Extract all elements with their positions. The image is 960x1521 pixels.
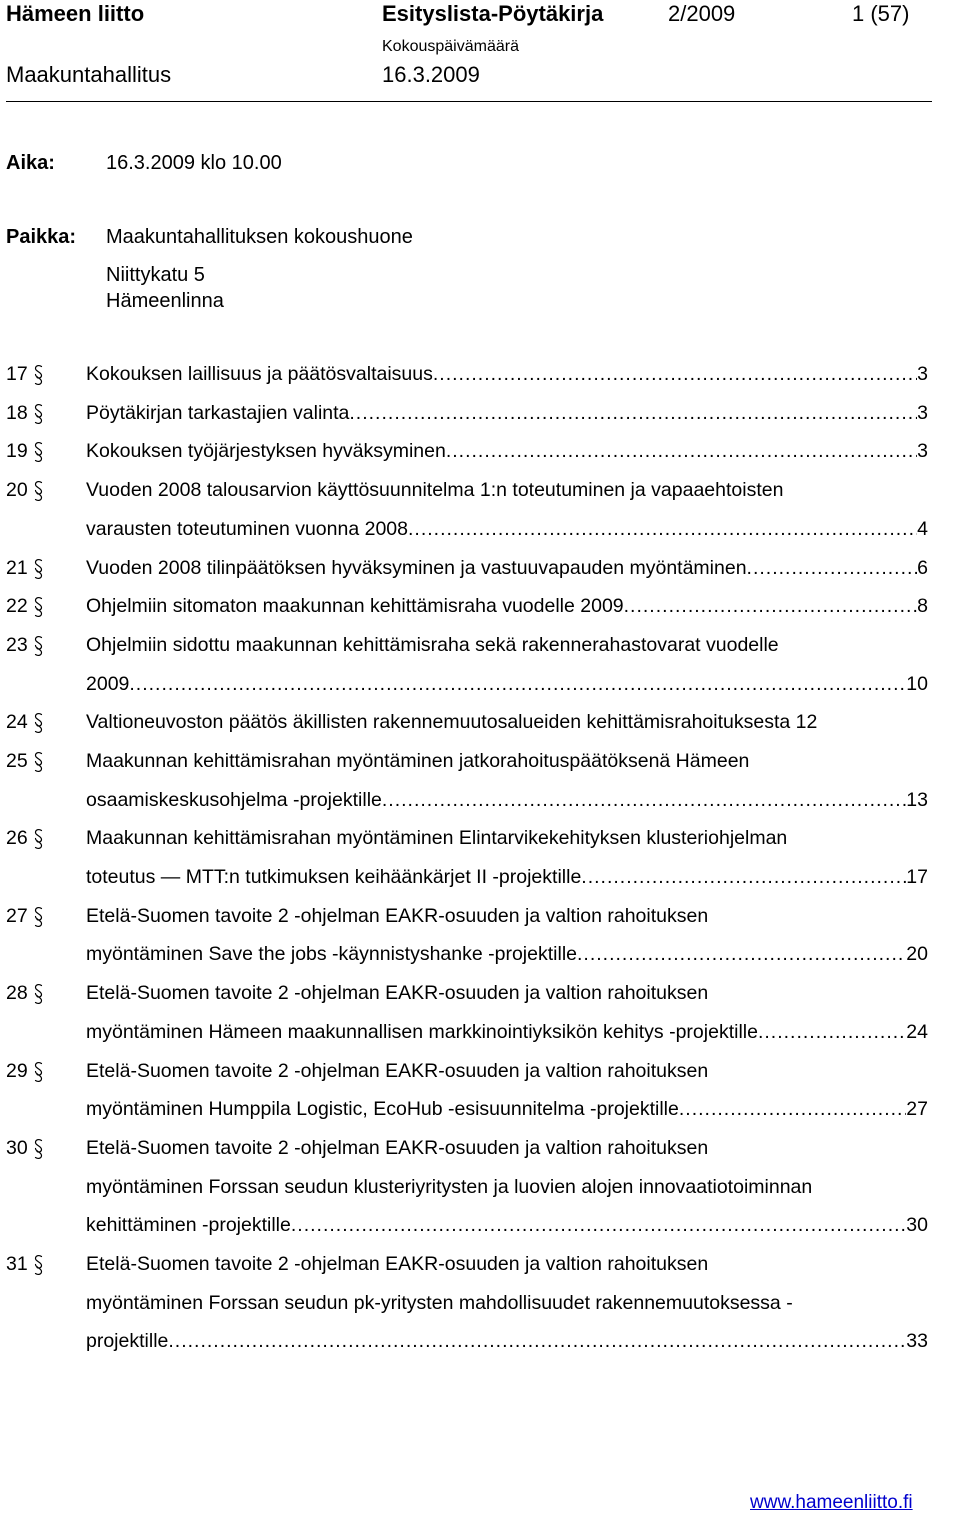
agenda-item	[0, 819, 960, 896]
agenda-item-number: 30	[6, 1137, 28, 1159]
section-sign-icon	[33, 364, 44, 386]
agenda-item-number: 21	[6, 556, 28, 579]
leader-dots	[446, 432, 917, 471]
section-sign-icon	[33, 596, 44, 618]
agenda-item-page: 24	[906, 1020, 928, 1043]
agenda-item-number: 28	[6, 982, 28, 1005]
agenda-item-title: Etelä-Suomen tavoite 2 -ohjelman EAKR-osuuden ja valtion rahoituksen	[86, 1059, 709, 1082]
section-sign-icon	[33, 1061, 44, 1083]
agenda-item-title: Maakunnan kehittämisrahan myöntäminen jatkorahoituspäätöksenä Hämeen	[86, 750, 750, 772]
agenda-item-page: 13	[906, 788, 928, 811]
agenda-item-page: 10	[906, 672, 928, 695]
agenda-item-number: 24	[6, 711, 28, 734]
place-label: Paikka:	[6, 226, 77, 248]
agenda-item	[0, 974, 960, 1051]
agenda-item-page: 6	[917, 556, 928, 579]
agenda-item-page: 30	[906, 1214, 928, 1237]
agenda-item-number: 18	[6, 401, 28, 424]
agenda-item-title: Kokouksen työjärjestyksen hyväksyminen	[86, 440, 446, 463]
agenda-item-number: 22	[6, 595, 28, 618]
leader-dots	[433, 355, 917, 394]
leader-dots	[382, 781, 906, 820]
agenda-item-number: 20	[6, 479, 28, 502]
agenda-item	[0, 394, 960, 433]
agenda-item	[0, 355, 960, 394]
section-sign-icon	[33, 1254, 44, 1276]
agenda-item-title-line	[86, 432, 928, 471]
agenda-item-title-line	[86, 394, 928, 433]
section-sign-icon	[33, 1138, 44, 1160]
agenda-item-page: 3	[917, 363, 928, 385]
agenda-item-title: Etelä-Suomen tavoite 2 -ohjelman EAKR-osuuden ja valtion rahoituksen	[86, 1253, 709, 1276]
section-sign-icon	[33, 403, 44, 425]
section-sign-icon	[33, 983, 44, 1005]
leader-dots	[679, 1090, 906, 1129]
page-indicator: 1 (57)	[852, 1, 910, 26]
agenda-item-page: 3	[917, 440, 928, 463]
agenda-item-page: 20	[906, 943, 928, 966]
agenda-item-title: Ohjelmiin sitomaton maakunnan kehittämisraha vuodelle 2009	[86, 595, 624, 618]
agenda-item-title-line	[86, 665, 928, 704]
section-sign-icon	[33, 480, 44, 502]
agenda-item	[0, 1052, 960, 1129]
section-sign-icon	[33, 558, 44, 580]
agenda-item-title-line	[86, 858, 928, 897]
agenda-item-title: Etelä-Suomen tavoite 2 -ohjelman EAKR-osuuden ja valtion rahoituksen	[86, 904, 709, 927]
agenda-item-title-line	[86, 355, 928, 394]
section-sign-icon	[33, 441, 44, 463]
agenda-item-title-line	[86, 1090, 928, 1129]
agenda-item-title: kehittäminen -projektille	[86, 1214, 291, 1237]
time-value: 16.3.2009 klo 10.00	[106, 152, 282, 174]
place-line-1: Maakuntahallituksen kokoushuone	[106, 226, 413, 248]
agenda-item-title-line	[86, 781, 928, 820]
agenda-item-title: myöntäminen Forssan seudun klusteriyritysten ja luovien alojen innovaatiotoiminnan	[86, 1175, 813, 1198]
time-label: Aika:	[6, 152, 55, 174]
agenda-item	[0, 432, 960, 471]
agenda-item	[0, 1129, 960, 1245]
agenda-item-title: Vuoden 2008 talousarvion käyttösuunnitelma 1:n toteutuminen ja vapaaehtoisten	[86, 479, 784, 502]
agenda-item-number: 26	[6, 827, 28, 850]
section-sign-icon	[33, 712, 44, 734]
agenda-item-number: 29	[6, 1059, 28, 1082]
footer-website-link[interactable]: www.hameenliitto.fi	[750, 1492, 913, 1513]
agenda-item-title-line	[86, 587, 928, 626]
agenda-item-title: myöntäminen Hämeen maakunnallisen markkinointiyksikön kehitys -projektille	[86, 1020, 758, 1043]
agenda-item-number: 19	[6, 440, 28, 463]
agenda-item-number: 25	[6, 750, 28, 772]
section-sign-icon	[33, 828, 44, 850]
agenda-item-title: Kokouksen laillisuus ja päätösvaltaisuus	[86, 363, 433, 385]
agenda-item-title-line	[86, 1206, 928, 1245]
agenda-item-title: Pöytäkirjan tarkastajien valinta	[86, 401, 350, 424]
section-sign-icon	[33, 751, 44, 773]
agenda-item-title-line	[86, 935, 928, 974]
agenda-item-title: osaamiskeskusohjelma -projektille	[86, 788, 382, 811]
agenda-item-page: 17	[906, 866, 928, 889]
agenda-item	[0, 549, 960, 588]
agenda-item-number: 17	[6, 363, 28, 385]
agenda-item-title: Vuoden 2008 tilinpäätöksen hyväksyminen ja vastuuvapauden myöntäminen	[86, 556, 747, 579]
agenda-item-title-line	[86, 510, 928, 549]
leader-dots	[581, 858, 906, 897]
leader-dots	[758, 1013, 906, 1052]
place-line-2: Niittykatu 5	[106, 264, 205, 286]
meeting-date-label: Kokouspäivämäärä	[382, 38, 519, 55]
meeting-date: 16.3.2009	[382, 62, 480, 87]
leader-dots	[291, 1206, 906, 1245]
leader-dots	[577, 935, 906, 974]
agenda-item-title: Etelä-Suomen tavoite 2 -ohjelman EAKR-osuuden ja valtion rahoituksen	[86, 982, 709, 1005]
agenda-item-title: varausten toteutuminen vuonna 2008	[86, 517, 408, 540]
agenda-item	[0, 1245, 960, 1361]
agenda-item-page: 3	[917, 401, 928, 424]
agenda-item-title: Ohjelmiin sidottu maakunnan kehittämisraha sekä rakennerahastovarat vuodelle	[86, 633, 779, 656]
agenda-item-title-line	[86, 1322, 928, 1361]
agenda-item	[0, 626, 960, 703]
agenda-item	[0, 897, 960, 974]
agenda-item-page: 8	[917, 595, 928, 618]
agenda-item-title: Valtioneuvoston päätös äkillisten rakennemuutosalueiden kehittämisrahoituksesta 12	[86, 711, 818, 734]
section-sign-icon	[33, 635, 44, 657]
agenda-item-page: 4	[917, 517, 928, 540]
agenda-item	[0, 587, 960, 626]
agenda-item-title: toteutus ― MTT:n tutkimuksen keihäänkärjet II -projektille	[86, 866, 582, 889]
place-line-3: Hämeenlinna	[106, 290, 224, 312]
body-name: Maakuntahallitus	[6, 62, 172, 87]
agenda-item-title: Etelä-Suomen tavoite 2 -ohjelman EAKR-osuuden ja valtion rahoituksen	[86, 1137, 709, 1159]
agenda-item-title: myöntäminen Save the jobs -käynnistyshanke -projektille	[86, 943, 577, 966]
agenda-item	[0, 742, 960, 819]
leader-dots	[408, 510, 917, 549]
agenda-item-number: 31	[6, 1253, 28, 1276]
leader-dots	[747, 549, 918, 588]
section-sign-icon	[33, 906, 44, 928]
leader-dots	[129, 665, 906, 704]
agenda-item-page: 33	[906, 1330, 928, 1353]
agenda-item	[0, 703, 960, 742]
agenda-item-title: projektille	[86, 1330, 169, 1353]
document-number: 2/2009	[668, 1, 736, 26]
agenda-item-title: myöntäminen Forssan seudun pk-yritysten mahdollisuudet rakennemuutoksessa -	[86, 1291, 793, 1314]
agenda-item	[0, 471, 960, 548]
agenda-item-title-line	[86, 549, 928, 588]
agenda-item-title: myöntäminen Humppila Logistic, EcoHub -esisuunnitelma -projektille	[86, 1098, 679, 1121]
leader-dots	[624, 587, 918, 626]
header-rule	[6, 101, 932, 102]
document-type: Esityslista-Pöytäkirja	[382, 1, 604, 26]
org-name: Hämeen liitto	[6, 1, 145, 26]
leader-dots	[168, 1322, 906, 1361]
agenda-item-number: 27	[6, 904, 28, 927]
agenda-item-number: 23	[6, 633, 28, 656]
agenda-item-page: 27	[906, 1098, 928, 1121]
agenda-item-title-line	[86, 1013, 928, 1052]
agenda-item-title: 2009	[86, 672, 130, 695]
agenda-item-title: Maakunnan kehittämisrahan myöntäminen Elintarvikekehityksen klusteriohjelman	[86, 827, 788, 850]
leader-dots	[349, 394, 917, 433]
